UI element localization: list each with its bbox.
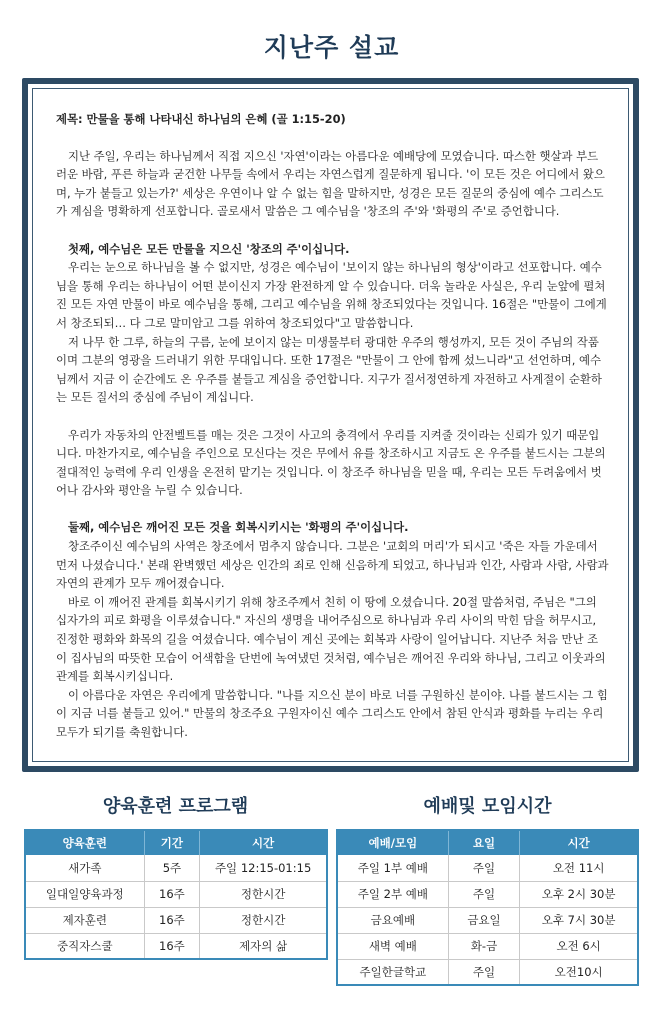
table-row: [337, 933, 638, 959]
table-row: [25, 933, 327, 959]
column-header: 양육훈련: [25, 830, 144, 855]
sermon-heading-1: 첫째, 예수님은 모든 만물을 지으신 '창조의 주'이십니다.: [68, 241, 350, 256]
table-cell: 새벽 예배: [337, 933, 448, 959]
worship-table: [336, 829, 639, 986]
table-header-row: [337, 830, 638, 855]
column-header: 예배/모임: [337, 830, 448, 855]
sermon-paragraph: 우리가 자동차의 안전벨트를 매는 것은 그것이 사고의 충격에서 우리를 지켜줄 것이라는 신뢰가 있기 때문입니다. 마찬가지로, 예수님을 주인으로 모신다는 것은 무에서 유를 창조하시고 지금도 온 우주를 붙드시는 그분의 절대적인 능력에 우리 인생을 온전히 맡기는 것입니다. 이 창조주 하나님을 믿을 때, 우리는 모든 두려움에서 벗어나 감사와 평안을 누릴 수 있습니다.: [56, 427, 606, 498]
sermon-paragraph: 바로 이 깨어진 관계를 회복시키기 위해 창조주께서 친히 이 땅에 오셨습니다. 20절 말씀처럼, 주님은 "그의 십자가의 피로 화평을 이루셨습니다." 자신의 생명을 내어주심으로 하나님과 우리 사이의 막힌 담을 허무시고, 진정한 평화와 화목의 길을 여셨습니다. 예수님이 계신 곳에는 회복과 사랑이 일어납니다. 지난주 처음 만난 조이 집사님의 따뜻한 모습이 어색함을 단번에 녹여냈던 것처럼, 예수님은 깨어진 우리와 하나님, 그리고 이웃과의 관계를 회복시키십니다.: [56, 594, 606, 684]
table-cell: 주일: [448, 959, 520, 985]
table-cell: 오전10시: [554, 964, 603, 979]
table-cell: 제자의 삶: [239, 938, 288, 953]
sermon-intro: 지난 주일, 우리는 하나님께서 직접 지으신 '자연'이라는 아름다운 예배당에 모였습니다. 따스한 햇살과 부드러운 바람, 푸른 하늘과 굳건한 나무들 속에서 우리는 자연스럽게 질문하게 됩니다. '이 모든 것은 어디에서 왔으며, 누가 붙들고 있는가?' 세상은 우연이나 알 수 없는 힘을 말하지만, 성경은 모든 질문의 중심에 예수 그리스도가 계심을 명확하게 선포합니다. 골로새서 말씀은 그 예수님을 '창조의 주'와 '화평의 주'로 증언합니다.: [56, 148, 605, 219]
table-row: [337, 907, 638, 933]
table-row: [337, 881, 638, 907]
sermon-paragraph: 창조주이신 예수님의 사역은 창조에서 멈추지 않습니다. 그분은 '교회의 머리'가 되시고 '죽은 자들 가운데서 먼저 나셨습니다.' 본래 완벽했던 세상은 인간의 죄로 인해 신음하게 되었고, 하나님과 인간, 사람과 사람, 사람과 자연의 관계가 모두 깨어졌습니다.: [56, 539, 609, 591]
table-row: [25, 855, 327, 881]
table-row: [337, 959, 638, 985]
table-cell: 오전 6시: [520, 933, 638, 959]
table-cell: 정한시간: [200, 907, 327, 933]
table-row: [337, 855, 638, 881]
column-header: 시간: [200, 830, 327, 855]
table-cell: 16주: [144, 881, 200, 907]
training-title: 양육훈련 프로그램: [102, 796, 249, 817]
table-cell: 16주: [144, 933, 200, 959]
training-table: [24, 829, 328, 960]
table-cell: 5주: [144, 855, 200, 881]
column-header: 기간: [144, 830, 200, 855]
sermon-paragraph: 저 나무 한 그루, 하늘의 구름, 눈에 보이지 않는 미생물부터 광대한 우주의 행성까지, 모든 것이 주님의 작품이며 그분의 영광을 드러내기 위한 무대입니다. 또한 17절은 "만물이 그 안에 함께 섰느니라"고 선언하며, 예수님께서 지금 이 순간에도 온 우주를 붙들고 계심을 증언합니다. 지구가 질서정연하게 자전하고 사계절이 순환하는 모든 질서의 중심에 주님이 계십니다.: [56, 334, 602, 405]
table-cell: 일대일양육과정: [25, 881, 144, 907]
table-cell: 정한시간: [200, 881, 327, 907]
table-row: [25, 907, 327, 933]
sermon-body: [56, 110, 609, 742]
sermon-paragraph: 이 아름다운 자연은 우리에게 말씀합니다. "나를 지으신 분이 바로 너를 구원하신 분이야. 나를 붙드시는 그 힘이 지금 너를 붙들고 있어." 만물의 창조주요 구원자이신 예수 그리스도 안에서 참된 안식과 평화를 누리는 우리 모두가 되기를 축원합니다.: [56, 687, 608, 739]
table-cell: 중직자스쿨: [25, 933, 144, 959]
table-cell: 제자훈련: [25, 907, 144, 933]
sermon-heading-2: 둘째, 예수님은 깨어진 모든 것을 회복시키시는 '화평의 주'이십니다.: [68, 520, 409, 535]
table-cell: 금요예배: [337, 907, 448, 933]
table-cell: 오전 11시: [520, 855, 638, 881]
table-cell: 오후 7시 30분: [520, 907, 638, 933]
table-cell: 16주: [144, 907, 200, 933]
page-title: 지난주 설교: [263, 33, 400, 62]
table-cell: 화-금: [448, 933, 520, 959]
worship-title: 예배및 모임시간: [423, 796, 552, 817]
table-cell: 주일 12:15-01:15: [200, 855, 327, 881]
sermon-subject: 제목: 만물을 통해 나타내신 하나님의 은혜 (골 1:15-20): [56, 112, 346, 126]
table-cell: 주일 1부 예배: [337, 855, 448, 881]
table-cell: 주일한글학교: [337, 959, 448, 985]
table-cell: 새가족: [25, 855, 144, 881]
table-cell: 주일: [448, 855, 520, 881]
column-header: 시간: [520, 830, 638, 855]
table-cell: 주일 2부 예배: [337, 881, 448, 907]
table-row: [25, 881, 327, 907]
column-header: 요일: [448, 830, 520, 855]
table-cell: 주일: [448, 881, 520, 907]
table-cell: 금요일: [448, 907, 520, 933]
table-header-row: [25, 830, 327, 855]
table-cell: 오후 2시 30분: [520, 881, 638, 907]
sermon-paragraph: 우리는 눈으로 하나님을 볼 수 없지만, 성경은 예수님이 '보이지 않는 하나님의 형상'이라고 선포합니다. 예수님을 통해 우리는 하나님이 어떤 분이신지 가장 완전하게 알 수 있습니다. 더욱 놀라운 사실은, 우리 눈앞에 펼쳐진 모든 자연 만물이 바로 예수님을 통해, 그리고 예수님을 위해 창조되었다는 것입니다. 16절은 "만물이 그에게서 창조되되… 다 그로 말미암고 그를 위하여 창조되었다"고 말씀합니다.: [56, 260, 607, 330]
